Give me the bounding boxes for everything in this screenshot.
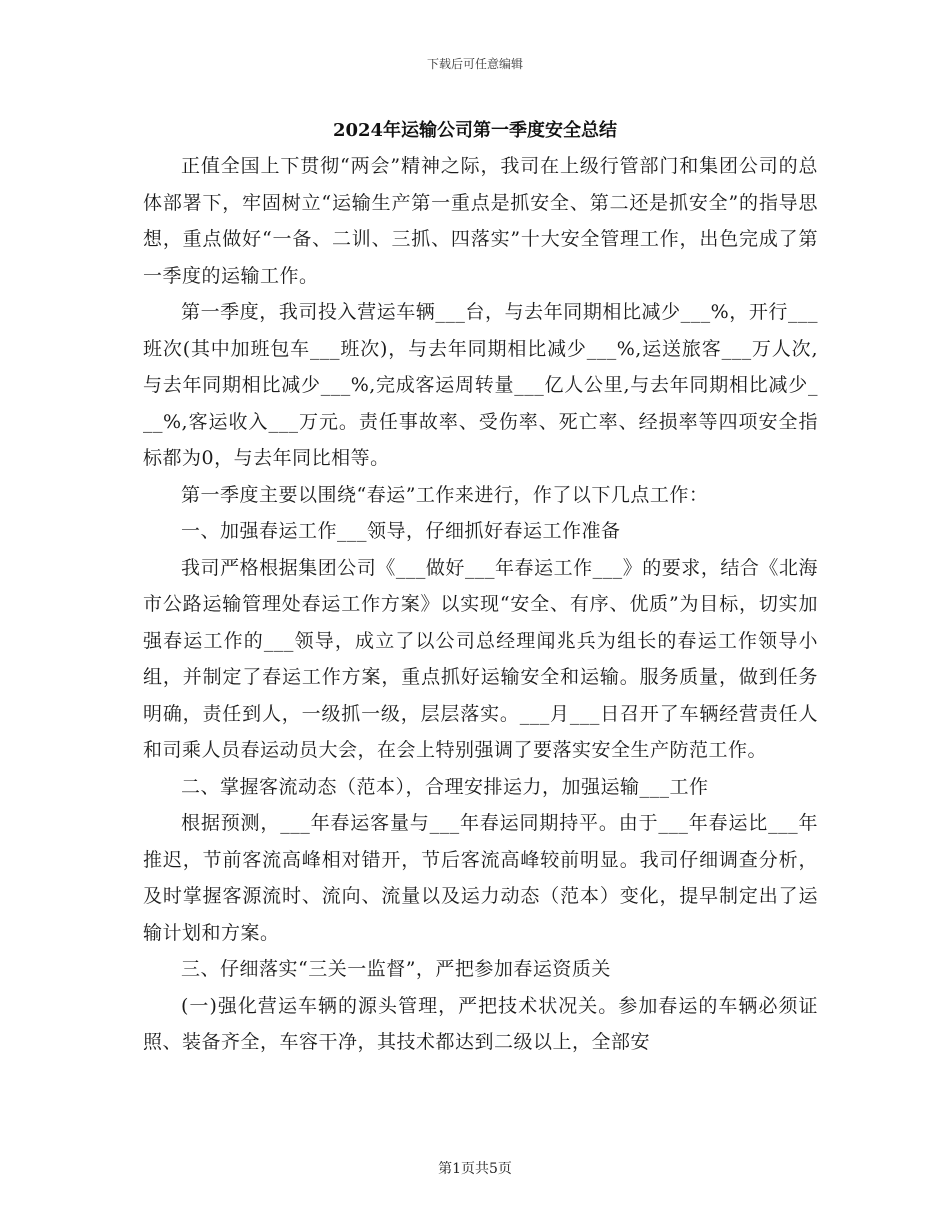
paragraph-section-1: 我司严格根据集团公司《___做好___年春运工作___》的要求，结合《北海市公路运输管理处春运工作方案》以实现“安全、有序、优质”为目标，切实加强春运工作的___领导，成立了以公司总经理闻兆兵为组长的春运工作领导小组，并制定了春运工作方案，重点抓好运输安全和运输。服务质量，做到任务明确，责任到人，一级抓一级，层层落实。___月___日召开了车辆经营责任人和司乘人员春运动员大会，在会上特别强调了要落实安全生产防范工作。: [143, 556, 818, 761]
page-footer-number: 第1页共5页: [438, 1161, 512, 1177]
document-title: 2024年运输公司第一季度安全总结: [332, 120, 618, 141]
paragraph-overview: 第一季度主要以围绕“春运”工作来进行，作了以下几点工作：: [181, 483, 709, 506]
section-heading-2: 二、掌握客流动态（范本），合理安排运力，加强运输___工作: [181, 775, 709, 798]
paragraph-statistics: 第一季度，我司投入营运车辆___台，与去年同期相比减少___%，开行___班次(其中加班包车___班次)，与去年同期相比减少___%,运送旅客___万人次,与去年同期相比减少___%,完成客运周转量___亿人公里,与去年同期相比减少___%,客运收入___万元。责任事故率、受伤率、死亡率、经损率等四项安全指标都为0，与去年同比相等。: [143, 301, 818, 469]
paragraph-intro: 正值全国上下贯彻“两会”精神之际，我司在上级行管部门和集团公司的总体部署下，牢固树立“运输生产第一重点是抓安全、第二还是抓安全”的指导思想，重点做好“一备、二训、三抓、四落实”十大安全管理工作，出色完成了第一季度的运输工作。: [143, 155, 818, 287]
section-heading-3: 三、仔细落实“三关一监督”，严把参加春运资质关: [181, 958, 611, 980]
paragraph-section-2: 根据预测，___年春运客量与___年春运同期持平。由于___年春运比___年推迟，节前客流高峰相对错开，节后客流高峰较前明显。我司仔细调查分析，及时掌握客源流时、流向、流量以及运力动态（范本）变化，提早制定出了运输计划和方案。: [143, 812, 818, 944]
paragraph-section-3-1: (一)强化营运车辆的源头管理，严把技术状况关。参加春运的车辆必须证照、装备齐全，车容干净，其技术都达到二级以上，全部安: [143, 994, 818, 1053]
document-body: [143, 148, 818, 1061]
page-header-note: 下载后可任意编辑: [426, 57, 523, 71]
section-heading-1: 一、加强春运工作___领导，仔细抓好春运工作准备: [181, 520, 621, 542]
